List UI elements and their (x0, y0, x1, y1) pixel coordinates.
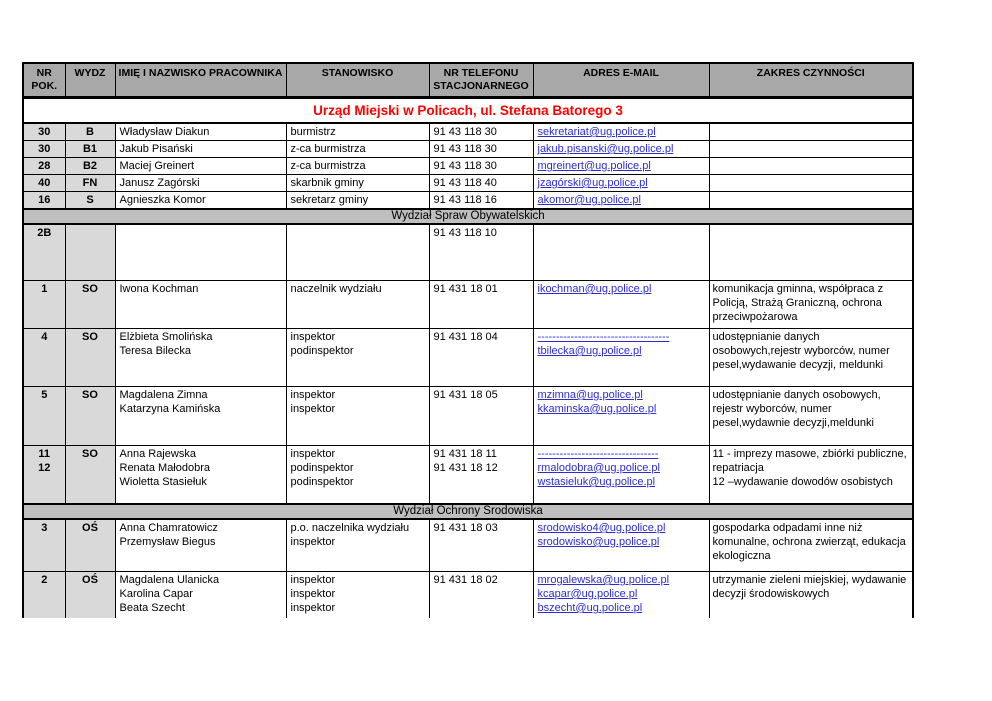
cell-zak (709, 281, 913, 329)
cell-nr (23, 281, 65, 329)
cell-line: B1 (82, 143, 98, 155)
email-link[interactable]: jakub.pisanski@ug.police.pl (537, 143, 674, 155)
cell-name (115, 446, 286, 505)
cell-line: SO (82, 331, 98, 343)
cell-line: 91 431 18 12 (433, 462, 498, 474)
cell-wydz (65, 175, 115, 192)
cell-line: inspektor (290, 588, 336, 600)
cell-name (115, 175, 286, 192)
cell-name (115, 519, 286, 572)
cell-line: Elżbieta Smolińska (119, 331, 213, 343)
cell-tel (429, 141, 533, 158)
cell-wydz (65, 446, 115, 505)
cell-pos (286, 329, 429, 387)
cell-nr (23, 572, 65, 619)
email-link[interactable]: mgreinert@ug.police.pl (537, 160, 651, 172)
cell-line: Wioletta Stasiełuk (119, 476, 207, 488)
column-header-telefon: NR TELEFONU STACJONARNEGO (429, 63, 533, 98)
cell-zak (709, 175, 913, 192)
cell-name (115, 192, 286, 210)
document-title: Urząd Miejski w Policach, ul. Stefana Batorego 3 (313, 103, 623, 118)
cell-nr (23, 446, 65, 505)
cell-line: z-ca burmistrza (290, 160, 366, 172)
cell-wydz (65, 519, 115, 572)
cell-line: inspektor (290, 574, 336, 586)
cell-tel (429, 158, 533, 175)
cell-mail (533, 123, 709, 141)
cell-line: 11 (38, 448, 51, 460)
cell-line: skarbnik gminy (290, 177, 364, 189)
column-header-nr-pok: NR POK. (23, 63, 65, 98)
cell-line: sekretarz gminy (290, 194, 369, 206)
cell-line: inspektor (290, 389, 336, 401)
cell-line: 16 (38, 194, 51, 206)
cell-line: 12 (38, 462, 51, 474)
cell-name (115, 329, 286, 387)
cell-pos (286, 192, 429, 210)
cell-line: 91 431 18 04 (433, 331, 498, 343)
cell-wydz (65, 192, 115, 210)
cell-line: B2 (82, 160, 98, 172)
email-link[interactable]: bszecht@ug.police.pl (537, 602, 643, 614)
cell-zak (709, 123, 913, 141)
cell-wydz (65, 123, 115, 141)
email-link[interactable]: ------------------------------------ (537, 331, 670, 343)
email-link[interactable]: srodowisko@ug.police.pl (537, 536, 660, 548)
table-row (23, 175, 913, 192)
email-link[interactable]: mzimna@ug.police.pl (537, 389, 643, 401)
cell-line: gospodarka odpadami inne niż komunalne, ochrona zwierząt, edukacja ekologiczna (712, 522, 906, 562)
cell-line: B (86, 126, 94, 138)
column-header-zakres: ZAKRES CZYNNOŚCI (709, 63, 913, 98)
staff-directory-table (22, 62, 914, 618)
cell-mail (533, 387, 709, 446)
cell-line: Maciej Greinert (119, 160, 195, 172)
cell-line: Magdalena Zimna (119, 389, 208, 401)
cell-line: podinspektor (290, 345, 354, 357)
email-link[interactable]: wstasieluk@ug.police.pl (537, 476, 656, 488)
column-header-wydz: WYDZ (65, 63, 115, 98)
cell-line: Agnieszka Komor (119, 194, 206, 206)
cell-line: Janusz Zagórski (119, 177, 200, 189)
cell-zak (709, 158, 913, 175)
cell-nr (23, 224, 65, 281)
cell-line: inspektor (290, 403, 336, 415)
cell-nr (23, 158, 65, 175)
email-link[interactable]: kkaminska@ug.police.pl (537, 403, 657, 415)
cell-wydz (65, 224, 115, 281)
cell-tel (429, 281, 533, 329)
cell-mail (533, 329, 709, 387)
cell-wydz (65, 329, 115, 387)
cell-line: 91 431 18 11 (433, 448, 497, 460)
cell-nr (23, 519, 65, 572)
cell-line: inspektor (290, 602, 336, 614)
cell-line: Przemysław Biegus (119, 536, 216, 548)
cell-line: Iwona Kochman (119, 283, 199, 295)
table-row (23, 281, 913, 329)
cell-zak (709, 572, 913, 619)
cell-line: 30 (38, 143, 51, 155)
cell-mail (533, 141, 709, 158)
cell-line: komunikacja gminna, współpraca z Policją, Strażą Graniczną, ochrona przeciwpożarowa (712, 283, 884, 323)
cell-mail (533, 175, 709, 192)
cell-wydz (65, 141, 115, 158)
cell-line: 40 (38, 177, 51, 189)
cell-pos (286, 175, 429, 192)
cell-line: z-ca burmistrza (290, 143, 366, 155)
table-row (23, 387, 913, 446)
cell-name (115, 224, 286, 281)
cell-nr (23, 329, 65, 387)
cell-line: FN (82, 177, 98, 189)
cell-tel (429, 175, 533, 192)
cell-line: naczelnik wydziału (290, 283, 382, 295)
cell-line: Jakub Pisański (119, 143, 193, 155)
email-link[interactable]: tbilecka@ug.police.pl (537, 345, 642, 357)
email-link[interactable]: mrogalewska@ug.police.pl (537, 574, 670, 586)
cell-nr (23, 175, 65, 192)
table-viewport (22, 62, 915, 618)
cell-line: Anna Rajewska (119, 448, 196, 460)
section-header-row (23, 209, 913, 224)
cell-line: inspektor (290, 448, 336, 460)
column-header-stanowisko: STANOWISKO (286, 63, 429, 98)
cell-pos (286, 572, 429, 619)
cell-pos (286, 387, 429, 446)
cell-line: utrzymanie zieleni miejskiej, wydawanie decyzji środowiskowych (712, 574, 907, 600)
cell-line: 3 (41, 522, 48, 534)
cell-name (115, 158, 286, 175)
cell-mail (533, 572, 709, 619)
cell-nr (23, 141, 65, 158)
table-row (23, 141, 913, 158)
cell-mail (533, 281, 709, 329)
cell-zak (709, 387, 913, 446)
cell-name (115, 387, 286, 446)
cell-line: 91 431 18 02 (433, 574, 498, 586)
email-link[interactable]: kcapar@ug.police.pl (537, 588, 638, 600)
email-link[interactable]: ikochman@ug.police.pl (537, 283, 652, 295)
cell-wydz (65, 572, 115, 619)
cell-tel (429, 519, 533, 572)
table-body (23, 98, 913, 619)
cell-line: podinspektor (290, 476, 354, 488)
cell-line: Anna Chamratowicz (119, 522, 218, 534)
email-link[interactable]: rmalodobra@ug.police.pl (537, 462, 660, 474)
cell-line: udostępnianie danych osobowych,rejestr wyborców, numer pesel,wydawanie decyzji, meldunki (712, 331, 890, 371)
cell-tel (429, 572, 533, 619)
cell-line: 1 (41, 283, 48, 295)
cell-line: OŚ (82, 574, 98, 586)
cell-mail (533, 224, 709, 281)
cell-line: 91 43 118 30 (433, 160, 497, 172)
cell-nr (23, 123, 65, 141)
table-row (23, 158, 913, 175)
cell-line: 91 43 118 30 (433, 143, 497, 155)
table-row (23, 519, 913, 572)
cell-line: Renata Małodobra (119, 462, 211, 474)
cell-line: inspektor (290, 331, 336, 343)
email-link[interactable]: sekretariat@ug.police.pl (537, 126, 656, 138)
cell-line: 91 43 118 40 (433, 177, 497, 189)
cell-pos (286, 141, 429, 158)
table-row (23, 123, 913, 141)
cell-line: SO (82, 389, 98, 401)
cell-line: udostępnianie danych osobowych, rejestr wyborców, numer pesel,wydawnie decyzji,meldunki (712, 389, 881, 429)
cell-tel (429, 192, 533, 210)
cell-tel (429, 329, 533, 387)
cell-pos (286, 281, 429, 329)
cell-zak (709, 329, 913, 387)
email-link[interactable]: --------------------------------- (537, 448, 659, 460)
table-row (23, 572, 913, 619)
cell-name (115, 123, 286, 141)
cell-line: 28 (38, 160, 51, 172)
cell-zak (709, 446, 913, 505)
cell-line: 11 - imprezy masowe, zbiórki publiczne, repatriacja (712, 448, 907, 474)
cell-mail (533, 158, 709, 175)
email-link[interactable]: srodowisko4@ug.police.pl (537, 522, 666, 534)
column-header-name: IMIĘ I NAZWISKO PRACOWNIKA (115, 63, 286, 98)
cell-line: 2 (41, 574, 48, 586)
cell-line: 2B (37, 227, 52, 239)
cell-line: Katarzyna Kamińska (119, 403, 221, 415)
column-header-email: ADRES E-MAIL (533, 63, 709, 98)
cell-tel (429, 446, 533, 505)
cell-line: OŚ (82, 522, 98, 534)
cell-nr (23, 192, 65, 210)
title-row (23, 98, 913, 124)
cell-line: podinspektor (290, 462, 354, 474)
cell-tel (429, 224, 533, 281)
cell-line: burmistrz (290, 126, 336, 138)
section-header-label: Wydział Spraw Obywatelskich (23, 209, 913, 224)
cell-line: Magdalena Ulanicka (119, 574, 220, 586)
cell-mail (533, 446, 709, 505)
cell-mail (533, 192, 709, 210)
cell-pos (286, 519, 429, 572)
cell-tel (429, 123, 533, 141)
cell-zak (709, 519, 913, 572)
cell-pos (286, 446, 429, 505)
cell-line: p.o. naczelnika wydziału (290, 522, 410, 534)
cell-pos (286, 224, 429, 281)
table-row (23, 192, 913, 210)
cell-line: Teresa Bilecka (119, 345, 192, 357)
cell-line: Władysław Diakun (119, 126, 210, 138)
cell-line: 91 431 18 05 (433, 389, 498, 401)
section-header-label: Wydział Ochrony Środowiska (23, 504, 913, 519)
cell-line: SO (82, 283, 98, 295)
cell-line: inspektor (290, 536, 336, 548)
cell-name (115, 572, 286, 619)
cell-line: 4 (41, 331, 48, 343)
cell-line: 30 (38, 126, 51, 138)
cell-wydz (65, 387, 115, 446)
cell-wydz (65, 281, 115, 329)
table-row (23, 329, 913, 387)
cell-line: 91 431 18 01 (433, 283, 498, 295)
cell-line: Karolina Capar (119, 588, 193, 600)
cell-mail (533, 519, 709, 572)
cell-pos (286, 158, 429, 175)
cell-line: 91 431 18 03 (433, 522, 498, 534)
cell-line: 91 43 118 10 (433, 227, 497, 239)
cell-pos (286, 123, 429, 141)
section-header-row (23, 504, 913, 519)
cell-zak (709, 224, 913, 281)
email-link[interactable]: akomor@ug.police.pl (537, 194, 641, 206)
cell-line: 12 –wydawanie dowodów osobistych (712, 476, 893, 488)
cell-line: S (86, 194, 94, 206)
cell-name (115, 281, 286, 329)
cell-line: 91 43 118 16 (433, 194, 497, 206)
cell-line: 5 (41, 389, 48, 401)
cell-name (115, 141, 286, 158)
cell-zak (709, 192, 913, 210)
cell-line: Beata Szecht (119, 602, 185, 614)
cell-line: 91 43 118 30 (433, 126, 497, 138)
header-row (23, 63, 913, 98)
cell-tel (429, 387, 533, 446)
cell-nr (23, 387, 65, 446)
table-row (23, 224, 913, 281)
cell-zak (709, 141, 913, 158)
cell-line: SO (82, 448, 98, 460)
email-link[interactable]: jzagórski@ug.police.pl (537, 177, 648, 189)
cell-wydz (65, 158, 115, 175)
table-row (23, 446, 913, 505)
